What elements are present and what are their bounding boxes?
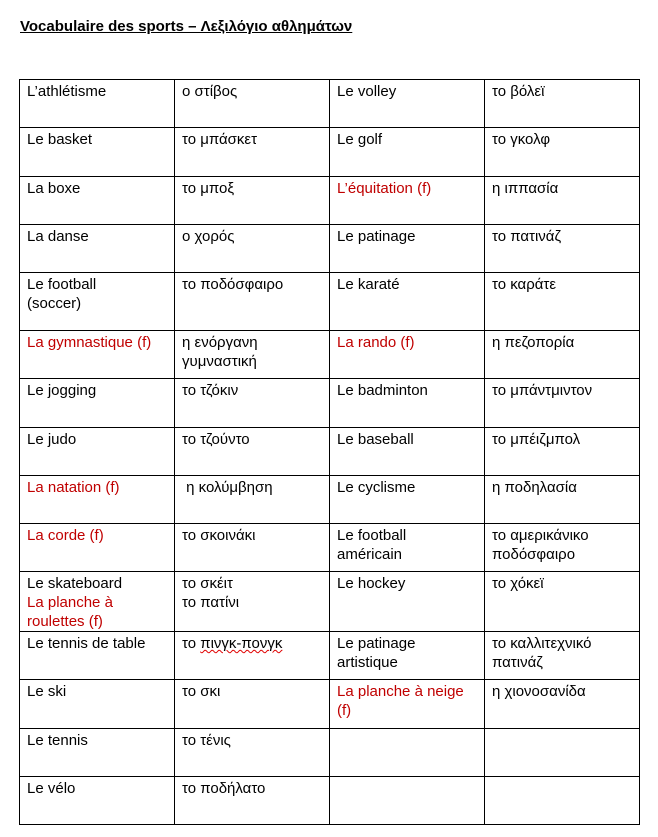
french-term: L’athlétisme xyxy=(27,83,107,100)
french-term: artistique xyxy=(337,654,398,671)
greek-term: γυμναστική xyxy=(182,353,257,370)
greek-term-cell xyxy=(175,80,330,128)
greek-term: η ενόργανη xyxy=(182,334,258,351)
french-term-cell xyxy=(20,632,175,680)
french-term-cell xyxy=(330,777,485,825)
greek-term-cell xyxy=(485,428,640,476)
greek-term-cell xyxy=(485,128,640,177)
french-term-feminine: La planche à xyxy=(27,594,113,611)
french-term: (soccer) xyxy=(27,295,82,312)
greek-term: το μπέιζμπολ xyxy=(492,431,581,448)
french-term-feminine: La corde (f) xyxy=(27,527,104,544)
table-row xyxy=(20,128,640,177)
french-term-cell xyxy=(20,225,175,273)
greek-term-cell xyxy=(175,225,330,273)
greek-term-cell xyxy=(175,273,330,331)
greek-term-cell xyxy=(485,80,640,128)
french-term: Le ski xyxy=(27,683,67,700)
french-term-cell xyxy=(330,428,485,476)
table-row xyxy=(20,680,640,729)
greek-term-cell xyxy=(485,379,640,428)
french-term-cell xyxy=(20,680,175,729)
french-term-cell xyxy=(330,729,485,777)
table-row xyxy=(20,331,640,379)
greek-term-cell xyxy=(485,225,640,273)
greek-term-cell xyxy=(485,524,640,572)
document-title: Vocabulaire des sports – Λεξιλόγιο αθλημάτων xyxy=(20,18,353,35)
french-term-feminine: L’équitation (f) xyxy=(337,180,432,197)
french-term-cell xyxy=(20,331,175,379)
table-row xyxy=(20,729,640,777)
table-row xyxy=(20,572,640,632)
greek-term: ο στίβος xyxy=(182,83,238,100)
greek-term-cell xyxy=(175,632,330,680)
greek-term: το σκέιτ xyxy=(182,575,233,592)
table-row xyxy=(20,476,640,524)
french-term-cell xyxy=(20,777,175,825)
vocabulary-table xyxy=(19,79,640,825)
french-term-cell xyxy=(20,128,175,177)
french-term-cell xyxy=(20,177,175,225)
greek-term: το χόκεϊ xyxy=(492,575,544,592)
french-term: Le basket xyxy=(27,131,93,148)
french-term-cell xyxy=(20,428,175,476)
french-term-cell xyxy=(20,80,175,128)
greek-term-cell xyxy=(485,572,640,632)
greek-term-cell xyxy=(485,331,640,379)
greek-term-cell xyxy=(485,476,640,524)
french-term-cell xyxy=(20,379,175,428)
french-term-feminine: roulettes (f) xyxy=(27,613,103,630)
french-term-cell xyxy=(20,273,175,331)
greek-term-cell xyxy=(485,177,640,225)
french-term-feminine: La planche à neige xyxy=(337,683,464,700)
french-term-cell xyxy=(330,632,485,680)
french-term: Le football xyxy=(337,527,407,544)
greek-term-cell xyxy=(175,331,330,379)
french-term: Le vélo xyxy=(27,780,76,797)
table-row xyxy=(20,632,640,680)
greek-term-cell xyxy=(485,729,640,777)
greek-term-cell xyxy=(175,729,330,777)
greek-term: το βόλεϊ xyxy=(492,83,545,100)
greek-term: το αμερικάνικο xyxy=(492,527,589,544)
greek-term: το τζούντο xyxy=(182,431,250,448)
french-term-cell xyxy=(330,524,485,572)
greek-term xyxy=(182,634,322,653)
table-row xyxy=(20,177,640,225)
greek-term: το πατινάζ xyxy=(492,228,562,245)
greek-term-cell xyxy=(485,680,640,729)
greek-term: το γκολφ xyxy=(492,131,551,148)
greek-term: ποδόσφαιρο xyxy=(492,546,576,563)
greek-term: η πεζοπορία xyxy=(492,334,575,351)
french-term: Le cyclisme xyxy=(337,479,416,496)
french-term: La boxe xyxy=(27,180,81,197)
greek-term-cell xyxy=(175,177,330,225)
french-term-cell xyxy=(330,225,485,273)
french-term: Le badminton xyxy=(337,382,428,399)
greek-term: το μπάντμιντον xyxy=(492,382,593,399)
french-term-feminine: (f) xyxy=(337,702,352,719)
greek-term-cell xyxy=(175,128,330,177)
greek-term: το σκοινάκι xyxy=(182,527,256,544)
french-term-cell xyxy=(330,331,485,379)
french-term: Le patinage xyxy=(337,228,416,245)
french-term: Le skateboard xyxy=(27,575,123,592)
french-term-cell xyxy=(330,80,485,128)
french-term: Le golf xyxy=(337,131,383,148)
french-term-cell xyxy=(20,524,175,572)
greek-term: το καλλιτεχνικό xyxy=(492,635,592,652)
greek-article: το xyxy=(182,635,201,652)
greek-term-cell xyxy=(175,777,330,825)
french-term-cell xyxy=(330,680,485,729)
greek-term: το τένις xyxy=(182,732,231,749)
greek-term: η ιππασία xyxy=(492,180,559,197)
french-term-cell xyxy=(20,729,175,777)
french-term: Le jogging xyxy=(27,382,97,399)
french-term: Le tennis xyxy=(27,732,88,749)
french-term-cell xyxy=(330,273,485,331)
french-term: Le patinage xyxy=(337,635,416,652)
greek-term: πατινάζ xyxy=(492,654,543,671)
greek-term: η ποδηλασία xyxy=(492,479,577,496)
french-term-cell xyxy=(330,128,485,177)
greek-term: το καράτε xyxy=(492,276,557,293)
greek-term: το ποδόσφαιρο xyxy=(182,276,284,293)
french-term-cell xyxy=(20,572,175,632)
table-row xyxy=(20,428,640,476)
french-term: Le hockey xyxy=(337,575,406,592)
french-term: Le football xyxy=(27,276,97,293)
greek-term: το πατίνι xyxy=(182,594,240,611)
french-term: américain xyxy=(337,546,403,563)
french-term-cell xyxy=(330,476,485,524)
greek-term: το ποδήλατο xyxy=(182,780,266,797)
french-term: Le tennis de table xyxy=(27,635,146,652)
french-term: Le karaté xyxy=(337,276,400,293)
greek-term: το σκι xyxy=(182,683,221,700)
greek-term: η χιονοσανίδα xyxy=(492,683,586,700)
french-term-feminine: La gymnastique (f) xyxy=(27,334,152,351)
greek-term: ο χορός xyxy=(182,228,235,245)
french-term-cell xyxy=(20,476,175,524)
greek-term: το τζόκιν xyxy=(182,382,239,399)
greek-term-cell xyxy=(485,273,640,331)
greek-term: η κολύμβηση xyxy=(182,479,273,496)
french-term: Le judo xyxy=(27,431,77,448)
french-term-cell xyxy=(330,572,485,632)
french-term: Le baseball xyxy=(337,431,414,448)
table-row xyxy=(20,524,640,572)
table-row xyxy=(20,379,640,428)
greek-term-cell xyxy=(175,428,330,476)
greek-term: το μποξ xyxy=(182,180,235,197)
greek-term-cell xyxy=(175,524,330,572)
spellcheck-underlined-word: πινγκ-πονγκ xyxy=(200,635,283,652)
table-row xyxy=(20,273,640,331)
french-term: La danse xyxy=(27,228,89,245)
french-term-feminine: La rando (f) xyxy=(337,334,415,351)
table-row xyxy=(20,225,640,273)
greek-term-cell xyxy=(175,476,330,524)
table-row xyxy=(20,80,640,128)
french-term-feminine: La natation (f) xyxy=(27,479,120,496)
table-row xyxy=(20,777,640,825)
french-term-cell xyxy=(330,379,485,428)
greek-term-cell xyxy=(485,632,640,680)
greek-term: το μπάσκετ xyxy=(182,131,258,148)
greek-term-cell xyxy=(175,572,330,632)
greek-term-cell xyxy=(175,379,330,428)
greek-term-cell xyxy=(485,777,640,825)
french-term-cell xyxy=(330,177,485,225)
greek-term-cell xyxy=(175,680,330,729)
french-term: Le volley xyxy=(337,83,397,100)
